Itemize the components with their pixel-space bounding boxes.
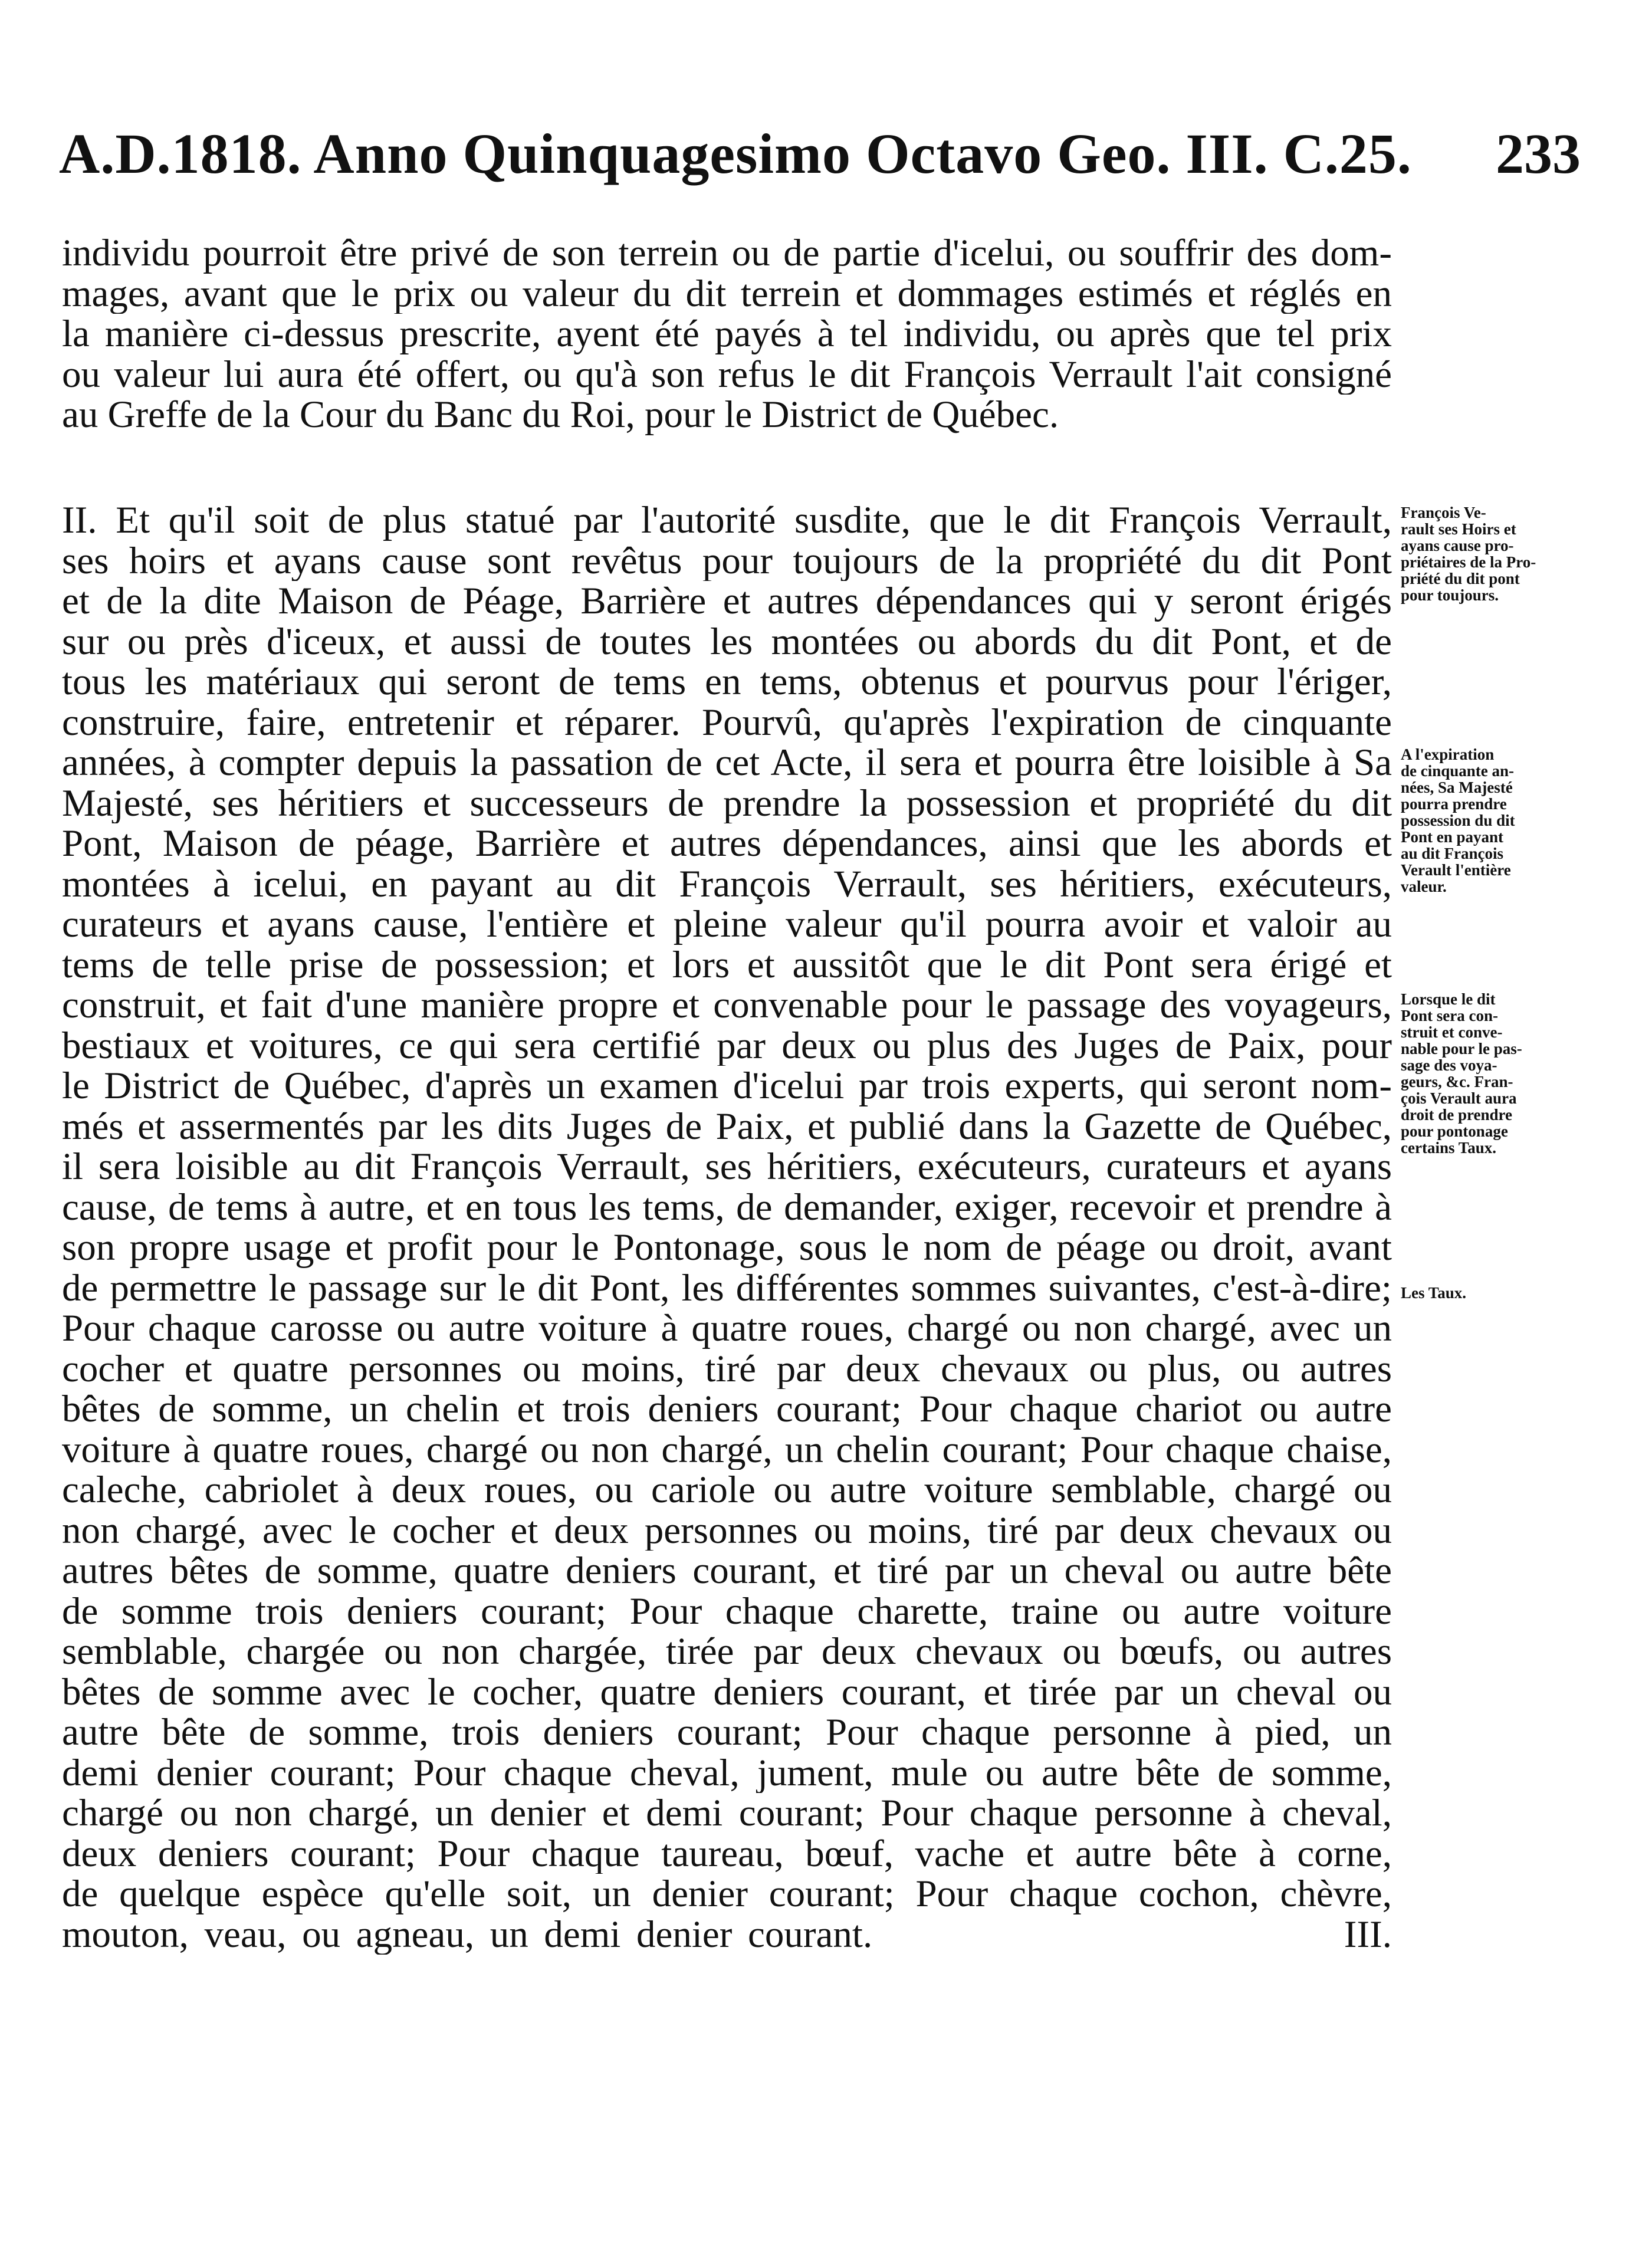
margin-note-line: certains Taux.	[1401, 1139, 1497, 1157]
text-line: sur ou près d'iceux, et aussi de toutes les montées ou abords du dit Pont, et de	[62, 621, 1392, 662]
text-line: demi denier courant; Pour chaque cheval, jument, mule ou autre bête de somme,	[62, 1752, 1392, 1793]
margin-note-line: nable pour le pas-	[1401, 1040, 1522, 1058]
paragraph-1	[62, 233, 1392, 435]
text-line: mages, avant que le prix ou valeur du dit terrein et dommages estimés et réglés en	[62, 273, 1392, 314]
margin-note-line: geurs, &c. Fran-	[1401, 1073, 1513, 1091]
text-line: de somme trois deniers courant; Pour chaque charette, traine ou autre voiture	[62, 1591, 1392, 1631]
margin-note-line: ayans cause pro-	[1401, 537, 1514, 554]
text-line: autre bête de somme, trois deniers courant; Pour chaque personne à pied, un	[62, 1712, 1392, 1753]
text-line: bêtes de somme, un chelin et trois deniers courant; Pour chaque chariot ou autre	[62, 1389, 1392, 1430]
text-line: années, à compter depuis la passation de cet Acte, il sera et pourra être loisible à Sa	[62, 743, 1392, 783]
text-line: deux deniers courant; Pour chaque taureau, bœuf, vache et autre bête à corne,	[62, 1833, 1392, 1874]
text-line: voiture à quatre roues, chargé ou non chargé, un chelin courant; Pour chaque chaise,	[62, 1429, 1392, 1470]
margin-note-line: A l'expiration	[1401, 746, 1495, 763]
text-line: II. Et qu'il soit de plus statué par l'autorité susdite, que le dit François Verrault,	[62, 500, 1392, 541]
text-line: mouton, veau, ou agneau, un demi denier courant. III.	[62, 1914, 1392, 1955]
text-line: bestiaux et voitures, ce qui sera certifié par deux ou plus des Juges de Paix, pour	[62, 1025, 1392, 1066]
margin-note-line: priétaires de la Pro-	[1401, 553, 1536, 571]
margin-note-line: de cinquante an-	[1401, 762, 1515, 780]
margin-note-line: Pont sera con-	[1401, 1007, 1498, 1024]
text-line: Pont, Maison de péage, Barrière et autres dépendances, ainsi que les abords et	[62, 823, 1392, 864]
margin-note-line: sage des voya-	[1401, 1056, 1497, 1074]
text-line: le District de Québec, d'après un examen d'icelui par trois experts, qui seront nom-	[62, 1066, 1392, 1106]
text-line: de quelque espèce qu'elle soit, un denier courant; Pour chaque cochon, chèvre,	[62, 1874, 1392, 1914]
margin-note-line: priété du dit pont	[1401, 570, 1520, 587]
running-head: A.D.1818. Anno Quinquagesimo Octavo Geo. III. C.25.	[59, 122, 1412, 185]
margin-note-pontonage	[1401, 991, 1589, 1156]
paragraph-2	[62, 500, 1392, 1955]
margin-note-line: possession du dit	[1401, 812, 1515, 829]
margin-note-line: droit de prendre	[1401, 1106, 1513, 1124]
text-line: ses hoirs et ayans cause sont revêtus pour toujours de la propriété du dit Pont	[62, 540, 1392, 581]
text-line: individu pourroit être privé de son terrein ou de partie d'icelui, ou souffrir des dom-	[62, 233, 1392, 274]
text-line: non chargé, avec le cocher et deux personnes ou moins, tiré par deux chevaux ou	[62, 1510, 1392, 1551]
text-line: chargé ou non chargé, un denier et demi courant; Pour chaque personne à cheval,	[62, 1793, 1392, 1834]
text-line: son propre usage et profit pour le Pontonage, sous le nom de péage ou droit, avant	[62, 1227, 1392, 1268]
text-line: cause, de tems à autre, et en tous les tems, de demander, exiger, recevoir et prendre à	[62, 1187, 1392, 1227]
margin-note-line: pourra prendre	[1401, 795, 1507, 813]
margin-note-line: pour pontonage	[1401, 1122, 1508, 1140]
text-line: més et assermentés par les dits Juges de Paix, et publié dans la Gazette de Québec,	[62, 1106, 1392, 1147]
text-line: Pour chaque carosse ou autre voiture à quatre roues, chargé ou non chargé, avec un	[62, 1308, 1392, 1349]
text-line: curateurs et ayans cause, l'entière et pleine valeur qu'il pourra avoir et valoir au	[62, 904, 1392, 945]
margin-note-line: struit et conve-	[1401, 1023, 1503, 1041]
text-line: la manière ci-dessus prescrite, ayent été payés à tel individu, ou après que tel prix	[62, 314, 1392, 354]
text-line: semblable, chargée ou non chargée, tirée par deux chevaux ou bœufs, ou autres	[62, 1631, 1392, 1672]
text-line: il sera loisible au dit François Verrault, ses héritiers, exécuteurs, curateurs et ayans	[62, 1147, 1392, 1187]
page-header	[59, 121, 1592, 209]
page-number: 233	[1496, 122, 1581, 185]
text-line: caleche, cabriolet à deux roues, ou cariole ou autre voiture semblable, chargé ou	[62, 1470, 1392, 1510]
text-line: ou valeur lui aura été offert, ou qu'à son refus le dit François Verrault l'ait consigné	[62, 354, 1392, 395]
text-line: Majesté, ses héritiers et successeurs de prendre la possession et propriété du dit	[62, 783, 1392, 823]
margin-note-line: çois Verault aura	[1401, 1089, 1517, 1107]
text-line: tems de telle prise de possession; et lors et aussitôt que le dit Pont sera érigé et	[62, 944, 1392, 985]
text-line: construire, faire, entretenir et réparer. Pourvû, qu'après l'expiration de cinquante	[62, 702, 1392, 743]
margin-note-line: rault ses Hoirs et	[1401, 520, 1516, 538]
margin-note-line: nées, Sa Majesté	[1401, 779, 1513, 796]
margin-note-line: au dit François	[1401, 845, 1504, 862]
margin-note-line: Verault l'entière	[1401, 861, 1511, 879]
margin-note-expiration	[1401, 746, 1589, 895]
margin-note-line: pour toujours.	[1401, 586, 1499, 604]
text-line: tous les matériaux qui seront de tems en tems, obtenus et pourvus pour l'ériger,	[62, 662, 1392, 702]
text-line: construit, et fait d'une manière propre et convenable pour le passage des voyageurs,	[62, 985, 1392, 1026]
margin-note-line: Pont en payant	[1401, 828, 1504, 846]
text-line: au Greffe de la Cour du Banc du Roi, pour le District de Québec.	[62, 395, 1059, 435]
margin-note-line: Lorsque le dit	[1401, 990, 1496, 1008]
margin-note-line: Les Taux.	[1401, 1284, 1467, 1302]
margin-note-line: François Ve-	[1401, 504, 1486, 521]
text-line: cocher et quatre personnes ou moins, tiré par deux chevaux ou plus, ou autres	[62, 1348, 1392, 1389]
text-line: de permettre le passage sur le dit Pont, les différentes sommes suivantes, c'est-à-dire;	[62, 1267, 1392, 1308]
margin-note-proprietorship	[1401, 504, 1589, 603]
text-line: et de la dite Maison de Péage, Barrière et autres dépendances qui y seront érigés	[62, 581, 1392, 622]
text-line: autres bêtes de somme, quatre deniers courant, et tiré par un cheval ou autre bête	[62, 1551, 1392, 1591]
text-line: bêtes de somme avec le cocher, quatre deniers courant, et tirée par un cheval ou	[62, 1671, 1392, 1712]
text-line: montées à icelui, en payant au dit François Verrault, ses héritiers, exécuteurs,	[62, 863, 1392, 904]
margin-note-line: valeur.	[1401, 878, 1447, 895]
margin-note-rates	[1401, 1285, 1589, 1301]
